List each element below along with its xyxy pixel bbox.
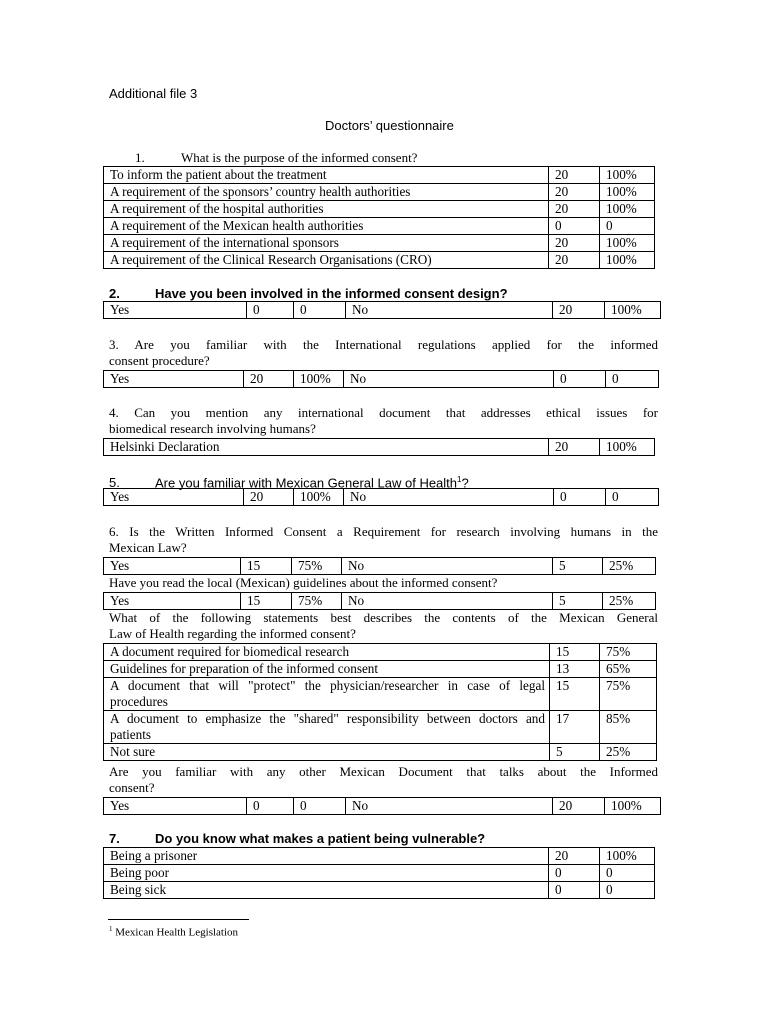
no-count: 5 [553,558,603,575]
yes-label: Yes [104,489,244,506]
yes-count: 0 [247,302,294,319]
answer-label: Not sure [104,744,550,761]
no-percent: 25% [603,593,656,610]
table-row [104,302,661,319]
yes-label: Yes [104,798,247,815]
no-percent: 0 [606,371,659,388]
yes-count: 0 [247,798,294,815]
page-title: Doctors’ questionnaire [325,118,454,133]
q1-table [103,166,655,269]
question-number: 2. [109,286,120,301]
footnote-marker: 1 [457,475,462,484]
question-text: Have you been involved in the informed consent design? [155,286,508,301]
table-row [104,711,657,744]
table-row [104,439,655,456]
answer-percent: 100% [600,167,655,184]
answer-count: 20 [549,439,600,456]
question-number: 7. [109,831,120,846]
yes-label: Yes [104,593,241,610]
answer-count: 20 [549,184,600,201]
question-number: 5. [109,475,120,491]
question-6-sub-1: Have you read the local (Mexican) guidelines about the informed consent? [109,575,498,590]
no-percent: 100% [605,302,661,319]
table-row [104,661,657,678]
answer-label: To inform the patient about the treatment [104,167,549,184]
question-number: 3. [109,337,119,352]
table-row [104,201,655,218]
table-row [104,184,655,201]
no-count: 0 [554,489,606,506]
footnote-text: Mexican Health Legislation [115,926,239,939]
footnote [109,923,238,940]
question-4-line-2: biomedical research involving humans? [109,421,316,436]
q3-table [103,370,659,388]
answer-label: Being poor [104,865,549,882]
answer-percent: 85% [600,711,657,744]
answer-count: 5 [550,744,600,761]
q7-table [103,847,655,899]
yes-count: 20 [244,371,294,388]
question-4-line-1: 4. Can you mention any international document that addresses ethical issues for [109,405,658,420]
no-label: No [346,302,553,319]
no-percent: 100% [605,798,661,815]
answer-percent: 75% [600,644,657,661]
table-row [104,235,655,252]
answer-label: A requirement of the Mexican health authorities [104,218,549,235]
yes-percent: 75% [292,593,342,610]
answer-percent: 25% [600,744,657,761]
yes-label: Yes [104,558,241,575]
answer-count: 20 [549,235,600,252]
q5-table [103,488,659,506]
question-6-line-1: 6. Is the Written Informed Consent a Requirement for research involving humans in the [109,524,658,539]
table-row [104,218,655,235]
answer-count: 17 [550,711,600,744]
answer-count: 0 [549,865,600,882]
answer-label: Being a prisoner [104,848,549,865]
answer-label: A requirement of the Clinical Research Organisations (CRO) [104,252,549,269]
q4-table [103,438,655,456]
answer-label: A requirement of the hospital authorities [104,201,549,218]
question-6-sub-3-line-2: consent? [109,780,155,795]
answer-label: A document that will "protect" the physician/researcher in case of legal procedures [104,678,550,711]
q6-sub-1-table [103,592,656,610]
yes-count: 20 [244,489,294,506]
footnote-separator [108,919,249,920]
question-text: Do you know what makes a patient being vulnerable? [155,831,486,846]
yes-percent: 0 [294,798,346,815]
no-label: No [344,371,554,388]
no-count: 0 [554,371,606,388]
yes-percent: 0 [294,302,346,319]
table-row [104,678,657,711]
answer-count: 20 [549,252,600,269]
answer-percent: 65% [600,661,657,678]
answer-label: A requirement of the international sponsors [104,235,549,252]
file-label: Additional file 3 [109,86,198,101]
no-label: No [342,558,553,575]
answer-percent: 100% [600,201,655,218]
question-text: Are you familiar with the International regulations applied for the informed [134,337,658,352]
table-row [104,798,661,815]
q6-sub-2-table [103,643,657,761]
table-row [104,848,655,865]
answer-percent: 100% [600,184,655,201]
question-text: Are you familiar with Mexican General Law of Health [155,475,458,491]
no-count: 5 [553,593,603,610]
answer-count: 0 [549,218,600,235]
question-number: 1. [135,150,145,165]
answer-count: 13 [550,661,600,678]
yes-percent: 75% [292,558,342,575]
table-row [104,558,656,575]
answer-count: 20 [549,167,600,184]
answer-label: Helsinki Declaration [104,439,549,456]
yes-label: Yes [104,371,244,388]
answer-percent: 100% [600,252,655,269]
yes-percent: 100% [294,371,344,388]
no-percent: 0 [606,489,659,506]
answer-count: 20 [549,848,600,865]
answer-label: A document to emphasize the "shared" responsibility between doctors and patients [104,711,550,744]
question-7 [109,831,485,847]
table-row [104,644,657,661]
question-6-sub-2-line-2: Law of Health regarding the informed consent? [109,626,356,641]
table-row [104,371,659,388]
answer-label: Guidelines for preparation of the informed consent [104,661,550,678]
answer-percent: 0 [600,865,655,882]
answer-label: Being sick [104,882,549,899]
question-3-line-2: consent procedure? [109,353,210,368]
q6-sub-3-table [103,797,661,815]
question-text: What is the purpose of the informed consent? [181,150,418,165]
question-6-sub-3-line-1: Are you familiar with any other Mexican Document that talks about the Informed [109,764,658,779]
yes-count: 15 [241,593,292,610]
answer-count: 0 [549,882,600,899]
no-label: No [342,593,553,610]
answer-count: 20 [549,201,600,218]
table-row [104,593,656,610]
table-row [104,489,659,506]
no-count: 20 [553,798,605,815]
answer-percent: 75% [600,678,657,711]
answer-percent: 0 [600,218,655,235]
table-row [104,252,655,269]
no-count: 20 [553,302,605,319]
answer-count: 15 [550,644,600,661]
table-row [104,882,655,899]
answer-percent: 100% [600,235,655,252]
footnote-marker: 1 [109,925,113,933]
question-3-line-1 [109,337,658,353]
no-label: No [346,798,553,815]
answer-count: 15 [550,678,600,711]
answer-percent: 100% [600,439,655,456]
q6-table [103,557,656,575]
no-percent: 25% [603,558,656,575]
question-6-sub-2-line-1: What of the following statements best describes the contents of the Mexican General [109,610,658,625]
answer-percent: 0 [600,882,655,899]
table-row [104,167,655,184]
answer-label: A document required for biomedical research [104,644,550,661]
yes-count: 15 [241,558,292,575]
q2-table [103,301,661,319]
no-label: No [344,489,554,506]
question-suffix: ? [461,475,469,491]
table-row [104,865,655,882]
table-row [104,744,657,761]
yes-label: Yes [104,302,247,319]
answer-label: A requirement of the sponsors’ country health authorities [104,184,549,201]
question-2 [109,286,508,302]
answer-percent: 100% [600,848,655,865]
question-6-line-2: Mexican Law? [109,540,187,555]
yes-percent: 100% [294,489,344,506]
question-1 [135,150,417,166]
